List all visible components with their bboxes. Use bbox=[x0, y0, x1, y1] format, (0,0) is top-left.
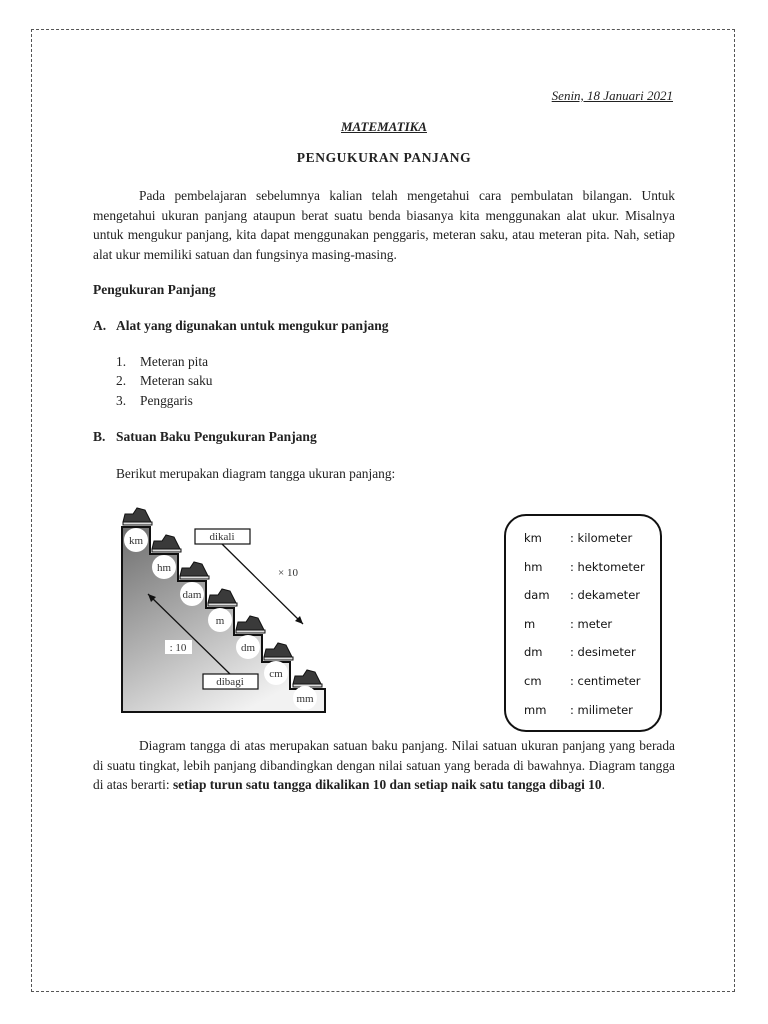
list-item bbox=[116, 393, 193, 409]
stair-diagram bbox=[115, 500, 345, 722]
legend-name: : centimeter bbox=[570, 674, 641, 688]
legend-abbr: hm bbox=[524, 560, 543, 574]
step-hm: hm bbox=[156, 562, 172, 574]
svg-text:: 10: : 10 bbox=[169, 642, 187, 654]
legend-abbr: m bbox=[524, 617, 536, 631]
section-a-label: A. bbox=[93, 318, 107, 333]
list-text: Meteran saku bbox=[140, 373, 213, 388]
step-m: m bbox=[215, 615, 225, 627]
step-mm: mm bbox=[296, 693, 314, 705]
list-item bbox=[116, 373, 213, 389]
legend-row bbox=[524, 674, 641, 688]
closing-emphasis: setiap turun satu tangga dikalikan 10 dan setiap naik satu tangga dibagi 10 bbox=[172, 777, 602, 792]
closing-paragraph bbox=[93, 736, 675, 795]
svg-text:dikali: dikali bbox=[209, 531, 235, 543]
subject-heading: MATEMATIKA bbox=[341, 119, 427, 134]
list-item bbox=[116, 354, 208, 370]
legend-abbr: km bbox=[524, 531, 542, 545]
intro-text: Pada pembelajaran sebelumnya kalian telah mengetahui cara pembulatan bilangan. Untuk mengetahui ukuran panjang ataupun berat suatu benda biasanya kita menggunakan alat ukur. Misalnya untuk mengukur panjang, kita dapat menggunakan penggaris, meteran saku, atau meteran pita. Nah, setiap alat ukur memiliki satuan dan fungsinya masing-masing. bbox=[93, 188, 675, 262]
legend-row bbox=[524, 588, 640, 602]
closing-end: . bbox=[601, 777, 605, 792]
section-b-label: B. bbox=[93, 429, 106, 444]
unit-legend bbox=[504, 514, 662, 732]
page-title: PENGUKURAN PANJANG bbox=[296, 150, 472, 165]
intro-paragraph bbox=[93, 186, 675, 264]
section-b-title: Satuan Baku Pengukuran Panjang bbox=[116, 429, 317, 444]
legend-abbr: mm bbox=[524, 703, 547, 717]
legend-row bbox=[524, 531, 632, 545]
section-b-heading bbox=[93, 429, 317, 445]
legend-name: : meter bbox=[570, 617, 613, 631]
legend-abbr: dm bbox=[524, 645, 543, 659]
step-dam: dam bbox=[182, 589, 202, 601]
legend-name: : milimeter bbox=[570, 703, 633, 717]
legend-name: : kilometer bbox=[570, 531, 633, 545]
legend-name: : hektometer bbox=[570, 560, 645, 574]
legend-row bbox=[524, 560, 645, 574]
legend-abbr: cm bbox=[524, 674, 542, 688]
legend-abbr: dam bbox=[524, 588, 550, 602]
legend-row bbox=[524, 703, 633, 717]
section-a-heading bbox=[93, 318, 389, 334]
diagram-intro: Berikut merupakan diagram tangga ukuran panjang: bbox=[116, 466, 396, 481]
svg-text:× 10: × 10 bbox=[278, 567, 298, 579]
section-title: Pengukuran Panjang bbox=[93, 282, 216, 297]
list-text: Penggaris bbox=[140, 393, 193, 408]
svg-text:dibagi: dibagi bbox=[216, 676, 244, 688]
legend-name: : dekameter bbox=[570, 588, 640, 602]
legend-name: : desimeter bbox=[570, 645, 636, 659]
step-km: km bbox=[128, 535, 144, 547]
step-cm: cm bbox=[269, 668, 283, 680]
section-a-title: Alat yang digunakan untuk mengukur panjang bbox=[116, 318, 389, 333]
date: Senin, 18 Januari 2021 bbox=[551, 88, 673, 103]
list-number: 2. bbox=[116, 373, 127, 388]
legend-row bbox=[524, 617, 612, 631]
closing-text: Diagram tangga di atas merupakan satuan baku panjang. Nilai satuan ukuran panjang yang berada di suatu tingkat, lebih panjang dibandingkan dengan nilai satuan yang berada di bawahnya. Diagram tangga di atas berarti: bbox=[93, 738, 675, 792]
list-number: 3. bbox=[116, 393, 127, 408]
list-number: 1. bbox=[116, 354, 127, 369]
list-text: Meteran pita bbox=[140, 354, 209, 369]
legend-row bbox=[524, 645, 636, 659]
step-dm: dm bbox=[240, 642, 256, 654]
